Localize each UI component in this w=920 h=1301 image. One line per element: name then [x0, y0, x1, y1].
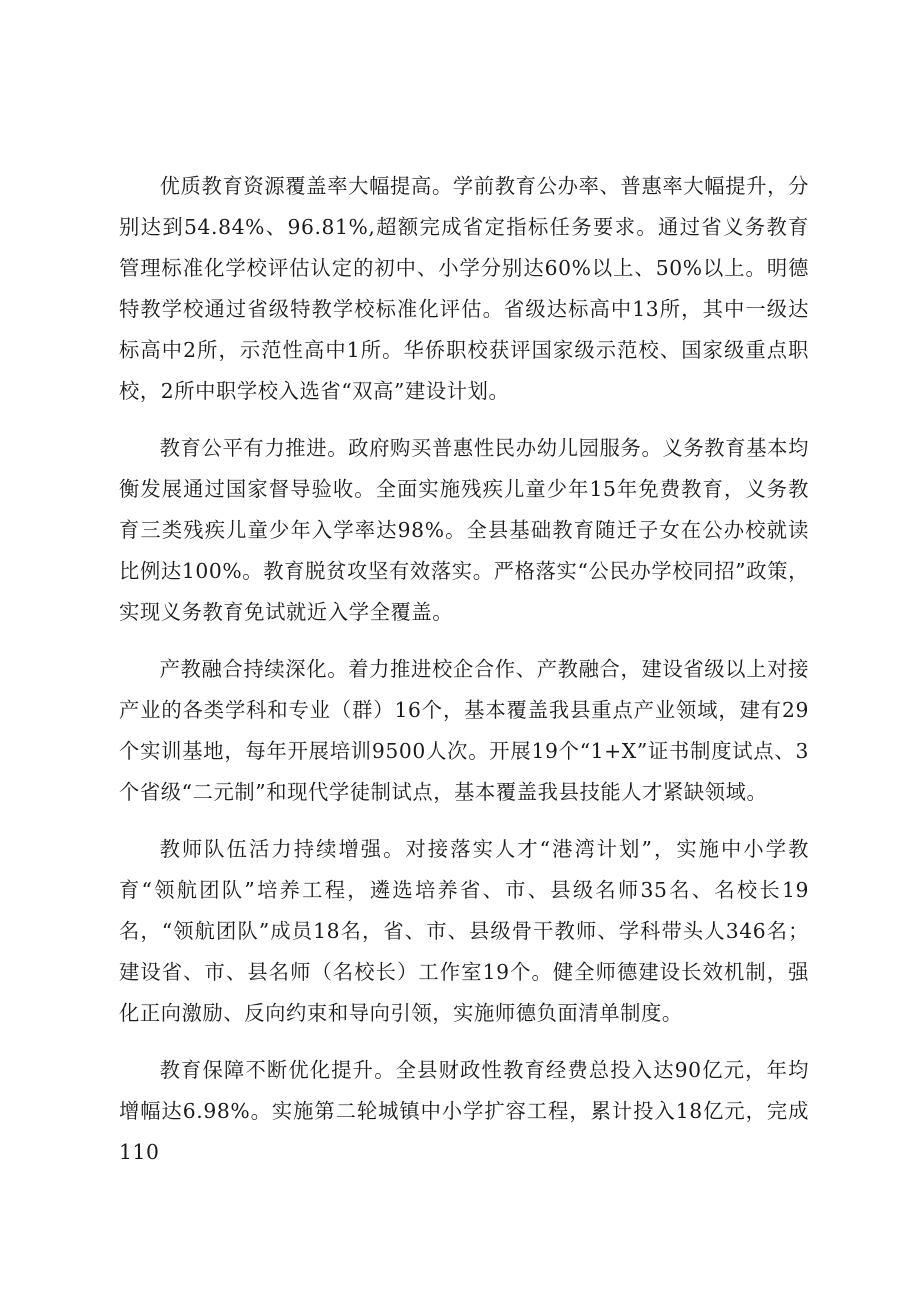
paragraph-industry-education: 产教融合持续深化。着力推进校企合作、产教融合，建设省级以上对接产业的各类学科和专业（群）16个，基本覆盖我县重点产业领域，建有29个实训基地，每年开展培训9500人次。开展19个“1+X”证书制度试点、3个省级“二元制”和现代学徒制试点，基本覆盖我县技能人才紧缺领域。 [119, 657, 809, 804]
paragraph-education-funding: 教育保障不断优化提升。全县财政性教育经费总投入达90亿元，年均增幅达6.98%。实施第二轮城镇中小学扩容工程，累计投入18亿元，完成110 [119, 1058, 809, 1164]
document-body [119, 166, 809, 1189]
paragraph-education-equity: 教育公平有力推进。政府购买普惠性民办幼儿园服务。义务教育基本均衡发展通过国家督导验收。全面实施残疾儿童少年15年免费教育，义务教育三类残疾儿童少年入学率达98%。全县基础教育随迁子女在公办校就读比例达100%。教育脱贫攻坚有效落实。严格落实“公民办学校同招”政策，实现义务教育免试就近入学全覆盖。 [119, 436, 809, 624]
paragraph-education-resources: 优质教育资源覆盖率大幅提高。学前教育公办率、普惠率大幅提升，分别达到54.84%、96.81%,超额完成省定指标任务要求。通过省义务教育管理标准化学校评估认定的初中、小学分别达60%以上、50%以上。明德特教学校通过省级特教学校标准化评估。省级达标高中13所，其中一级达标高中2所，示范性高中1所。华侨职校获评国家级示范校、国家级重点职校，2所中职学校入选省“双高”建设计划。 [119, 174, 809, 403]
paragraph-teacher-team: 教师队伍活力持续增强。对接落实人才“港湾计划”，实施中小学教育“领航团队”培养工程，遴选培养省、市、县级名师35名、名校长19名，“领航团队”成员18名，省、市、县级骨干教师、学科带头人346名；建设省、市、县名师（名校长）工作室19个。健全师德建设长效机制，强化正向激励、反向约束和导向引领，实施师德负面清单制度。 [119, 837, 809, 1025]
